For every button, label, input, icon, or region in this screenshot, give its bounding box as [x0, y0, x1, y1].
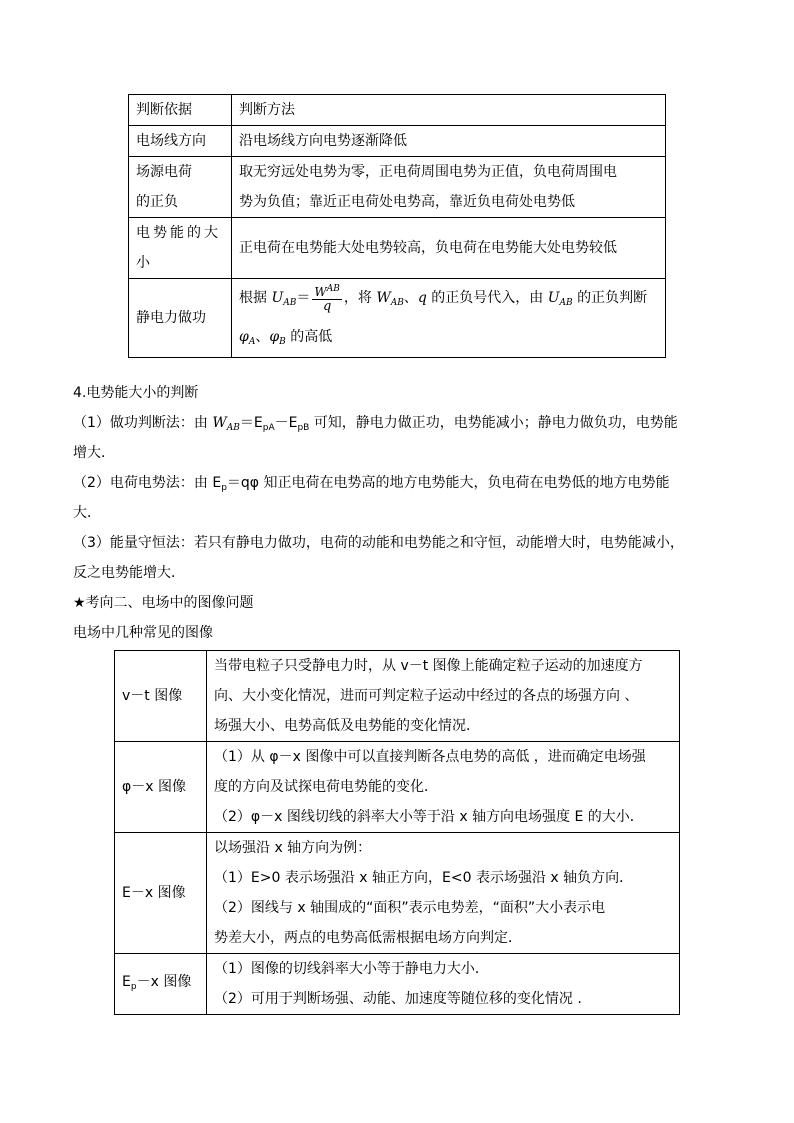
row-desc: [207, 651, 680, 742]
table-row: [115, 833, 680, 954]
row-basis: [129, 157, 232, 218]
row-method: 正电荷在电势能大处电势较高，负电荷在电势能大处电势较低: [232, 218, 666, 279]
table-row: [115, 742, 680, 833]
row-desc-line: （1）E>0 表示场强沿 x 轴正方向，E<0 表示场强沿 x 轴负方向．: [214, 870, 634, 886]
section4-item3-cont: 反之电势能增大．: [73, 565, 185, 581]
row-desc-line: 场强大小、电势高低及电势能的变化情况．: [214, 718, 480, 734]
row-method-line: 取无穷远处电势为零，正电荷周围电势为正值，负电荷周围电: [239, 164, 617, 180]
row-basis: [129, 218, 232, 279]
section4-item1: （1）做功判断法：由 $W_{AB}=E_{pA}-E_{pB}$ 可知，静电力做正功，电势能减小；静电力做负功，电势能: [73, 415, 678, 433]
table-row: [115, 954, 680, 1015]
section4-item2-cont: 大．: [73, 505, 101, 521]
table-row: [129, 279, 666, 358]
row-desc-line: 度的方向及试探电荷电势能的变化．: [214, 779, 438, 795]
row-desc: [207, 833, 680, 954]
fraction: $\frac{W^{AB}}{q}$: [314, 284, 340, 314]
row-basis: 静电力做功: [129, 279, 232, 358]
table-row: [129, 218, 666, 279]
row-key: v－t 图像: [115, 651, 207, 742]
row-method-line: 势为负值；靠近正电荷处电势高，靠近负电荷处电势低: [239, 194, 575, 210]
section4-item3: （3）能量守恒法：若只有静电力做功，电荷的动能和电势能之和守恒，动能增大时，电势能减小，: [73, 535, 684, 551]
table-row: [129, 157, 666, 218]
row-basis-line: 电势能的大: [136, 225, 221, 241]
header-basis: 判断依据: [129, 95, 232, 126]
row-desc-line: （1）图像的切线斜率大小等于静电力大小．: [214, 961, 489, 977]
row-key: φ－x 图像: [115, 742, 207, 833]
header-method: 判断方法: [232, 95, 666, 126]
field-graph-table: [114, 650, 680, 1015]
potential-judgment-table: [128, 94, 666, 358]
row-desc: [207, 742, 680, 833]
row-method: [232, 157, 666, 218]
section-kx2-title: ★考向二、电场中的图像问题: [73, 595, 254, 611]
table-row: [129, 126, 666, 157]
row-method: 沿电场线方向电势逐渐降低: [232, 126, 666, 157]
row-key: $E_p-x$ 图像: [115, 954, 207, 1015]
row-desc: [207, 954, 680, 1015]
row-desc-line: （1）从 φ－x 图像中可以直接判断各点电势的高低 ，进而确定电场强: [214, 749, 646, 765]
row-desc-line: （2）可用于判断场强、动能、加速度等随位移的变化情况 .: [214, 991, 582, 1007]
section4-title: 4.电势能大小的判断: [73, 385, 199, 401]
row-desc-line: （2）图线与 x 轴围成的“面积”表示电势差，“面积”大小表示电: [214, 900, 606, 916]
row-basis-line: 小: [136, 255, 150, 271]
row-method-line: $\varphi_A$、$\varphi_B$ 的高低: [239, 329, 333, 347]
row-key: E－x 图像: [115, 833, 207, 954]
row-desc-line: 当带电粒子只受静电力时，从 v－t 图像上能确定粒子运动的加速度方: [214, 658, 643, 674]
section4-item2: （2）电荷电势法：由 $E_p=q\varphi$ 知正电荷在电势高的地方电势能大，负电荷在电势低的地方电势能: [73, 475, 670, 493]
row-method-line: 根据 $U_{AB}=$ $\frac{W^{AB}}{q}$ ，将 $W_{AB}$、q 的正负号代入，由 $U_{AB}$ 的正负判断: [239, 284, 648, 314]
table-header-row: [129, 95, 666, 126]
row-desc-line: 以场强沿 x 轴方向为例：: [214, 840, 372, 856]
row-desc-line: （2）φ－x 图线切线的斜率大小等于沿 x 轴方向电场强度 E 的大小．: [214, 809, 644, 825]
row-desc-line: 势差大小，两点的电势高低需根据电场方向判定．: [214, 930, 522, 946]
table-row: [115, 651, 680, 742]
row-method: [232, 279, 666, 358]
row-basis-line: 的正负: [136, 194, 178, 210]
row-basis: 电场线方向: [129, 126, 232, 157]
section4-item1-cont: 增大．: [73, 445, 115, 461]
section-kx2-subtitle: 电场中几种常见的图像: [73, 625, 213, 641]
row-desc-line: 向、大小变化情况，进而可判定粒子运动中经过的各点的场强方向 、: [214, 688, 639, 704]
row-basis-line: 场源电荷: [136, 164, 192, 180]
